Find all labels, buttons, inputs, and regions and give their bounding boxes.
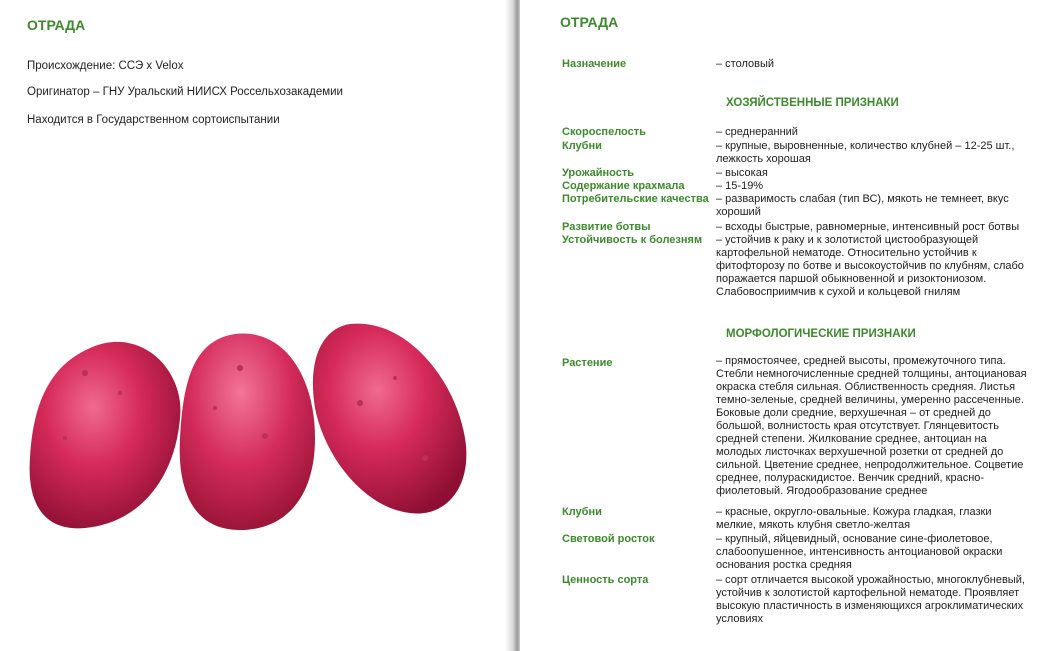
econ-value-earliness: – среднеранний [716, 126, 798, 138]
econ-value-consumer: – разваримость слабая (тип ВС), мякоть не темнеет, вкус хороший [716, 193, 1009, 218]
morph-value-tubers: – красные, округло-овальные. Кожура гладкая, глазки мелкие, мякоть клубня светло-желтая [716, 506, 992, 531]
purpose-value: – столовый [716, 58, 775, 70]
potato-tuber-1 [30, 342, 181, 528]
econ-label-foliage: Развитие ботвы [562, 221, 651, 233]
morph-label-tubers: Клубни [562, 506, 602, 518]
left-page [0, 0, 512, 651]
origin-text: Происхождение: ССЭ x Velox [27, 60, 184, 72]
purpose-label: Назначение [562, 58, 627, 70]
econ-label-resistance: Устойчивость к болезням [562, 234, 703, 246]
potato-tuber-3 [313, 324, 466, 514]
econ-value-resistance: – устойчив к раку и к золотистой цистообразующей картофельной нематоде. Относительно устойчив к фитофторозу по ботве и высокоустойчив по клубням, слабо поражается паршой обыкновенной и ризоктониозом. Слабовосприимчив к сухой и кольцевой гнилям [716, 234, 1024, 298]
econ-label-starch: Содержание крахмала [562, 180, 685, 192]
econ-value-yield: – высокая [716, 167, 768, 179]
morph-label-plant: Растение [562, 357, 613, 369]
econ-label-earliness: Скороспелость [562, 126, 646, 138]
econ-value-tubers: – крупные, выровненные, количество клубней – 12-25 шт., лежкость хорошая [716, 140, 1015, 165]
morph-value-value: – сорт отличается высокой урожайностью, многоклубневый, устойчив к золотистой картофельной нематоде. Проявляет высокую пластичность в изменяющихся агроклиматических условиях [716, 574, 1025, 625]
morph-label-value: Ценность сорта [562, 574, 649, 586]
potato-tuber-2 [180, 334, 315, 530]
econ-heading: ХОЗЯЙСТВЕННЫЕ ПРИЗНАКИ [726, 97, 899, 109]
econ-value-foliage: – всходы быстрые, равномерные, интенсивный рост ботвы [716, 221, 1020, 233]
econ-label-yield: Урожайность [562, 167, 635, 179]
econ-label-consumer: Потребительские качества [562, 193, 709, 205]
morph-heading: МОРФОЛОГИЧЕСКИЕ ПРИЗНАКИ [726, 328, 916, 340]
econ-value-starch: – 15-19% [716, 180, 764, 192]
potato-tubers-image [25, 318, 475, 533]
morph-label-sprout: Световой росток [562, 533, 655, 545]
variety-title: ОТРАДА [27, 17, 86, 33]
morph-value-sprout: – крупный, яйцевидный, основание сине-фиолетовое, слабоопушенное, интенсивность антоциановой окраски основания ростка средняя [716, 533, 1003, 571]
right-variety-title: ОТРАДА [560, 14, 619, 30]
right-page [520, 0, 1050, 651]
morph-value-plant: – прямостоячее, средней высоты, промежуточного типа. Стебли немногочисленные средней толщины, антоциановая окраска стебля сильная. Облиственность средняя. Листья темно-зеленые, средней величины, умеренно рассеченные. Боковые доли средние, верхушечная – от средней до большой, волнистость края отсутствует. Глянцевитость средней степени. Жилкование среднее, антоциан на молодых листочках верхушечной розетки от средней до сильной. Цветение среднее, непродолжительное. Соцветие среднее, полураскидистое. Венчик средний, красно-фиолетовый. Ягодообразование среднее [716, 355, 1027, 497]
econ-label-tubers: Клубни [562, 140, 602, 152]
status-text: Находится в Государственном сортоиспытании [27, 114, 280, 126]
originator-text: Оригинатор – ГНУ Уральский НИИСХ Россельхозакадемии [27, 86, 343, 98]
